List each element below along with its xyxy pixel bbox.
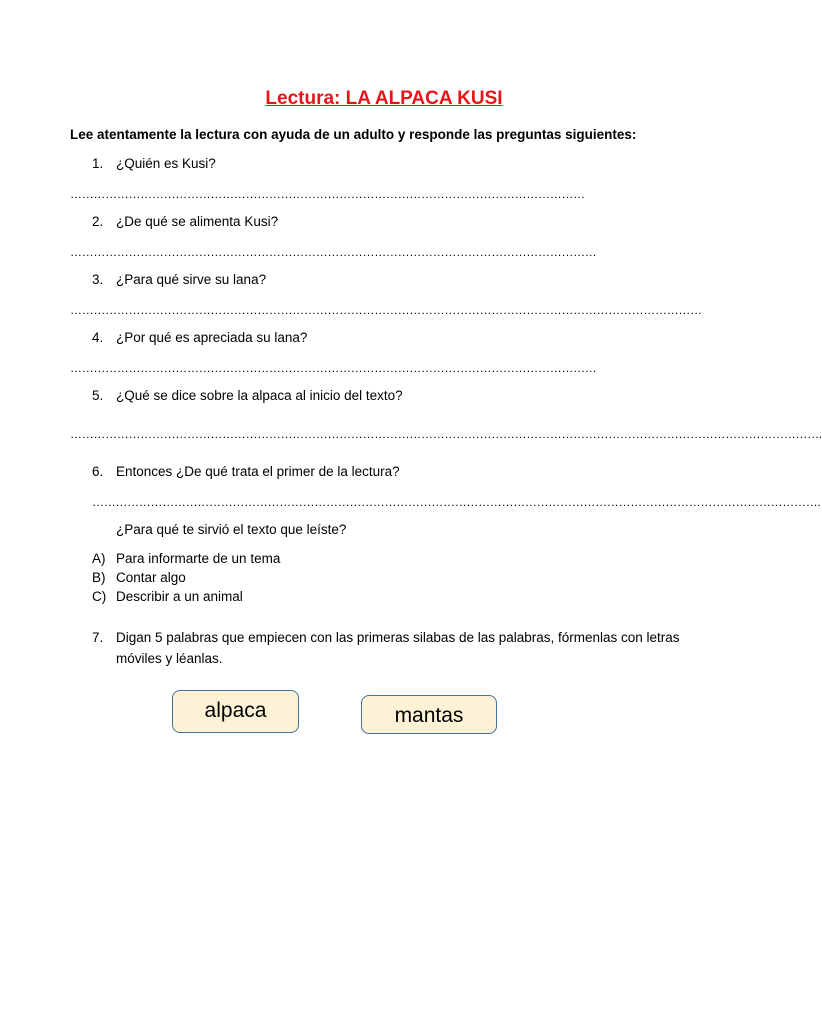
question-number: 5. xyxy=(92,388,104,403)
question-text: Digan 5 palabras que empiecen con las primeras silabas de las palabras, fórmenlas con letras móviles y léanlas. xyxy=(116,630,680,666)
question-7 xyxy=(92,627,712,669)
page-title: Lectura: LA ALPACA KUSI xyxy=(265,88,503,109)
answer-line-4: ……………………………………………………………………………………………………………………… xyxy=(70,361,597,375)
question-number: 7. xyxy=(92,630,104,645)
option-b xyxy=(92,570,186,585)
option-label: C) xyxy=(92,589,107,604)
option-c xyxy=(92,589,243,604)
question-text: ¿Por qué es apreciada su lana? xyxy=(116,330,308,345)
question-text: ¿Para qué sirve su lana? xyxy=(116,272,267,287)
answer-line-2: ……………………………………………………………………………………………………………………… xyxy=(70,245,597,259)
question-number: 3. xyxy=(92,272,104,287)
answer-line-1: …………………………………………………………………………………………………………………… xyxy=(70,187,585,201)
question-2 xyxy=(92,214,278,229)
purpose-question: ¿Para qué te sirvió el texto que leíste? xyxy=(116,522,347,537)
instructions: Lee atentamente la lectura con ayuda de un adulto y responde las preguntas siguientes: xyxy=(70,127,637,142)
word-card-text: alpaca xyxy=(204,699,267,722)
word-card-text: mantas xyxy=(394,704,464,727)
question-6 xyxy=(92,464,400,479)
answer-line-3: ……………………………………………………………………………………………………………………………………………… xyxy=(70,303,702,317)
question-number: 2. xyxy=(92,214,104,229)
question-number: 4. xyxy=(92,330,104,345)
option-text: Describir a un animal xyxy=(116,589,243,604)
option-label: B) xyxy=(92,570,106,585)
option-a xyxy=(92,551,280,566)
option-text: Contar algo xyxy=(116,570,186,585)
question-text: ¿Qué se dice sobre la alpaca al inicio del texto? xyxy=(116,388,403,403)
option-label: A) xyxy=(92,551,106,566)
question-5 xyxy=(92,388,403,403)
question-text: ¿Quién es Kusi? xyxy=(116,156,216,171)
question-4 xyxy=(92,330,307,345)
answer-line-6: ……………………………………………………………………………………………………………………………………………………………………. xyxy=(92,495,821,509)
question-1 xyxy=(92,156,216,171)
question-text: Entonces ¿De qué trata el primer de la lectura? xyxy=(116,464,400,479)
question-number: 1. xyxy=(92,156,104,171)
question-text: ¿De qué se alimenta Kusi? xyxy=(116,214,279,229)
option-text: Para informarte de un tema xyxy=(116,551,281,566)
answer-line-5: …………………………………………………………………………………………………………………………………………………………………………. xyxy=(70,427,822,441)
word-card-mantas xyxy=(361,695,497,734)
question-3 xyxy=(92,272,266,287)
question-number: 6. xyxy=(92,464,104,479)
word-card-alpaca xyxy=(172,690,299,733)
